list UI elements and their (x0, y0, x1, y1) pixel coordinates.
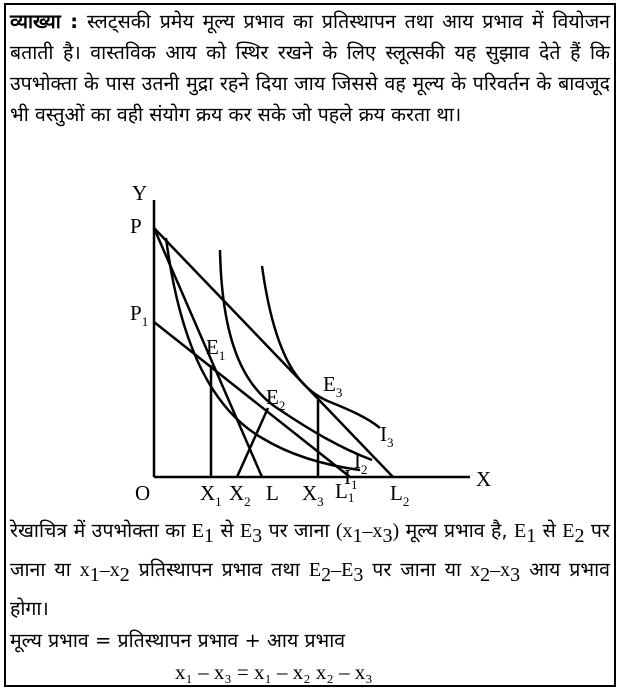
equation: x₁ – x₃ = x₁ – x₂ x₂ – x₃ (175, 660, 373, 684)
budget-line-pl2 (154, 228, 393, 477)
x2-label: $X_2$ (229, 481, 251, 509)
y-axis-label: Y (132, 181, 148, 205)
x-axis-label: X (476, 467, 492, 491)
i1-label: $I_1$ (344, 465, 358, 492)
l2-label: $L_2$ (390, 481, 410, 509)
explanation-paragraph: रेखाचित्र में उपभोक्ता का $E_1$ से $E_3$ पर जाना $(x_1-x_3)$ मूल्य प्रभाव है, $E_1$ से $E_2$ पर जाना या $x_1-x_2$ प्रतिस्थापन प्रभाव तथा $E_2-E_3$ पर जाना या $x_2-x_3$ आय प्रभाव होगा। (10, 519, 610, 620)
x3-label: $X_3$ (302, 481, 324, 509)
indifference-curve-i2 (220, 250, 372, 460)
intro-label: व्याख्या : (10, 10, 79, 33)
intro-text: स्लट्सकी प्रमेय मूल्य प्रभाव का प्रतिस्थापन तथा आय प्रभाव में वियोजन बताती है। वास्तविक आय को स्थिर रखने के लिए स्लूत्सकी यह सुझाव देते हैं कि उपभोक्ता के पास उतनी मुद्रा रहने दिया जाय जिससे वह मूल्य के परिवर्तन के बावजूद भी वस्तुओं का वही संयोग क्रय कर सके जो पहले क्रय करता था। (10, 10, 610, 126)
l-label: L (266, 481, 279, 505)
p-label: P (130, 214, 142, 238)
e2-connector-line (237, 408, 268, 477)
origin-label: O (135, 481, 151, 505)
formula-text: मूल्य प्रभाव = प्रतिस्थापन प्रभाव + आय प्रभाव (10, 629, 346, 652)
e1-label: $E_1$ (206, 335, 226, 363)
i2-label: $I_2$ (354, 449, 368, 477)
x1-label: $X_1$ (200, 481, 222, 509)
e3-label: $E_3$ (323, 372, 343, 400)
i3-label: $I_3$ (380, 422, 394, 450)
e2-label: $E_2$ (266, 385, 286, 413)
l1-label: L1 (335, 479, 355, 505)
p1-label: $P_1$ (130, 301, 149, 329)
